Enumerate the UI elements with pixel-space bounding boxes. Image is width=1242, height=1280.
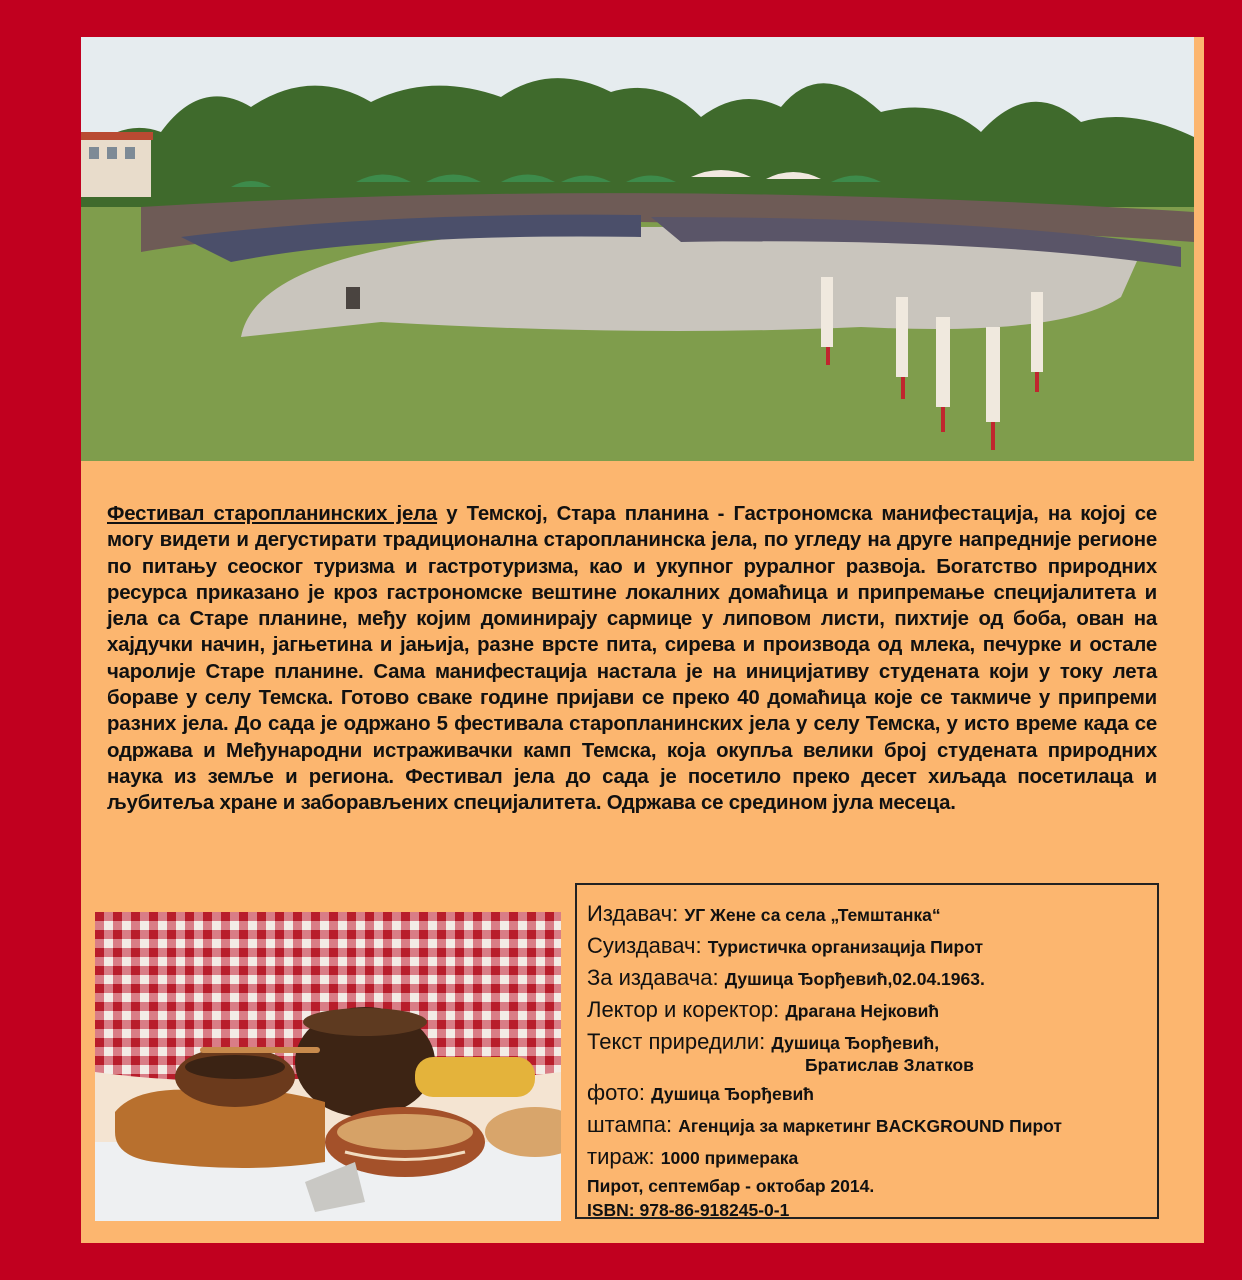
for-publisher-line: За издавача: Душица Ђорђевић,02.04.1963. [587, 965, 985, 990]
festival-description [107, 501, 1157, 817]
place-date-line: Пирот, септембар - октобар 2014. [587, 1176, 875, 1196]
festival-crowd-panorama-icon [81, 37, 1194, 461]
page-panel [81, 37, 1204, 1243]
isbn-line: ISBN: 978-86-918245-0-1 [587, 1200, 790, 1220]
text-authors-line: Текст приредили: Душица Ђорђевић, [587, 1029, 940, 1054]
print-run-line: тираж: 1000 примерака [587, 1144, 799, 1169]
text-authors-second-line: Братислав Златков [805, 1055, 974, 1075]
publication-credits-box [575, 883, 1159, 1219]
editor-line: Лектор и коректор: Драгана Нејковић [587, 997, 940, 1022]
photo-line: фото: Душица Ђорђевић [587, 1080, 814, 1105]
festival-crowd-photo [81, 37, 1194, 461]
festival-title: Фестивал старопланинских јела [107, 503, 438, 525]
festival-location: у Темској, Стара планина - [437, 503, 734, 525]
print-line: штампа: Агенција за маркетинг BACKGROUND Пирот [587, 1112, 1062, 1137]
festival-body-text: Гастрономска манифестација, на којој се могу видети и дегустирати традиционална старопланинска јела, по угледу на друге напредније регионе по питању сеоског туризма и гастротуризма, као и укупног руралног развоја. Богатство природних ресурса приказано је кроз гастрономске вештине локалних домаћица и припремање специјалитета и јела са Старе планине, међу којим доминирају сармице у липовом листи, пихтије од боба, ован на хајдучки начин, јагњетина и јањија, разне врсте пита, сирева и производа од млека, печурке и остале чаролије Старе планине. Сама манифестација настала је на иницијативу студената који у току лета бораве у селу Темска. Готово сваке године пријави се преко 40 домаћица које се такмиче у припреми разних јела. До сада је одржано 5 фестивала старопланинских јела у селу Темска, у исто време када се одржава и Међународни истраживачки камп Темска, која окупља велики број студената природних наука из земље и региона. Фестивал јела до сада је посетило преко десет хиљада посетилаца и љубитеља хране и заборављених специјалитета. Одржава се средином јула месеца. [107, 503, 1157, 815]
traditional-food-table-icon [95, 912, 561, 1221]
copublisher-line: Суиздавач: Туристичка организација Пирот [587, 933, 984, 958]
publisher-line: Издавач: УГ Жене са села „Темштанка“ [587, 901, 941, 926]
traditional-food-photo [95, 912, 561, 1221]
